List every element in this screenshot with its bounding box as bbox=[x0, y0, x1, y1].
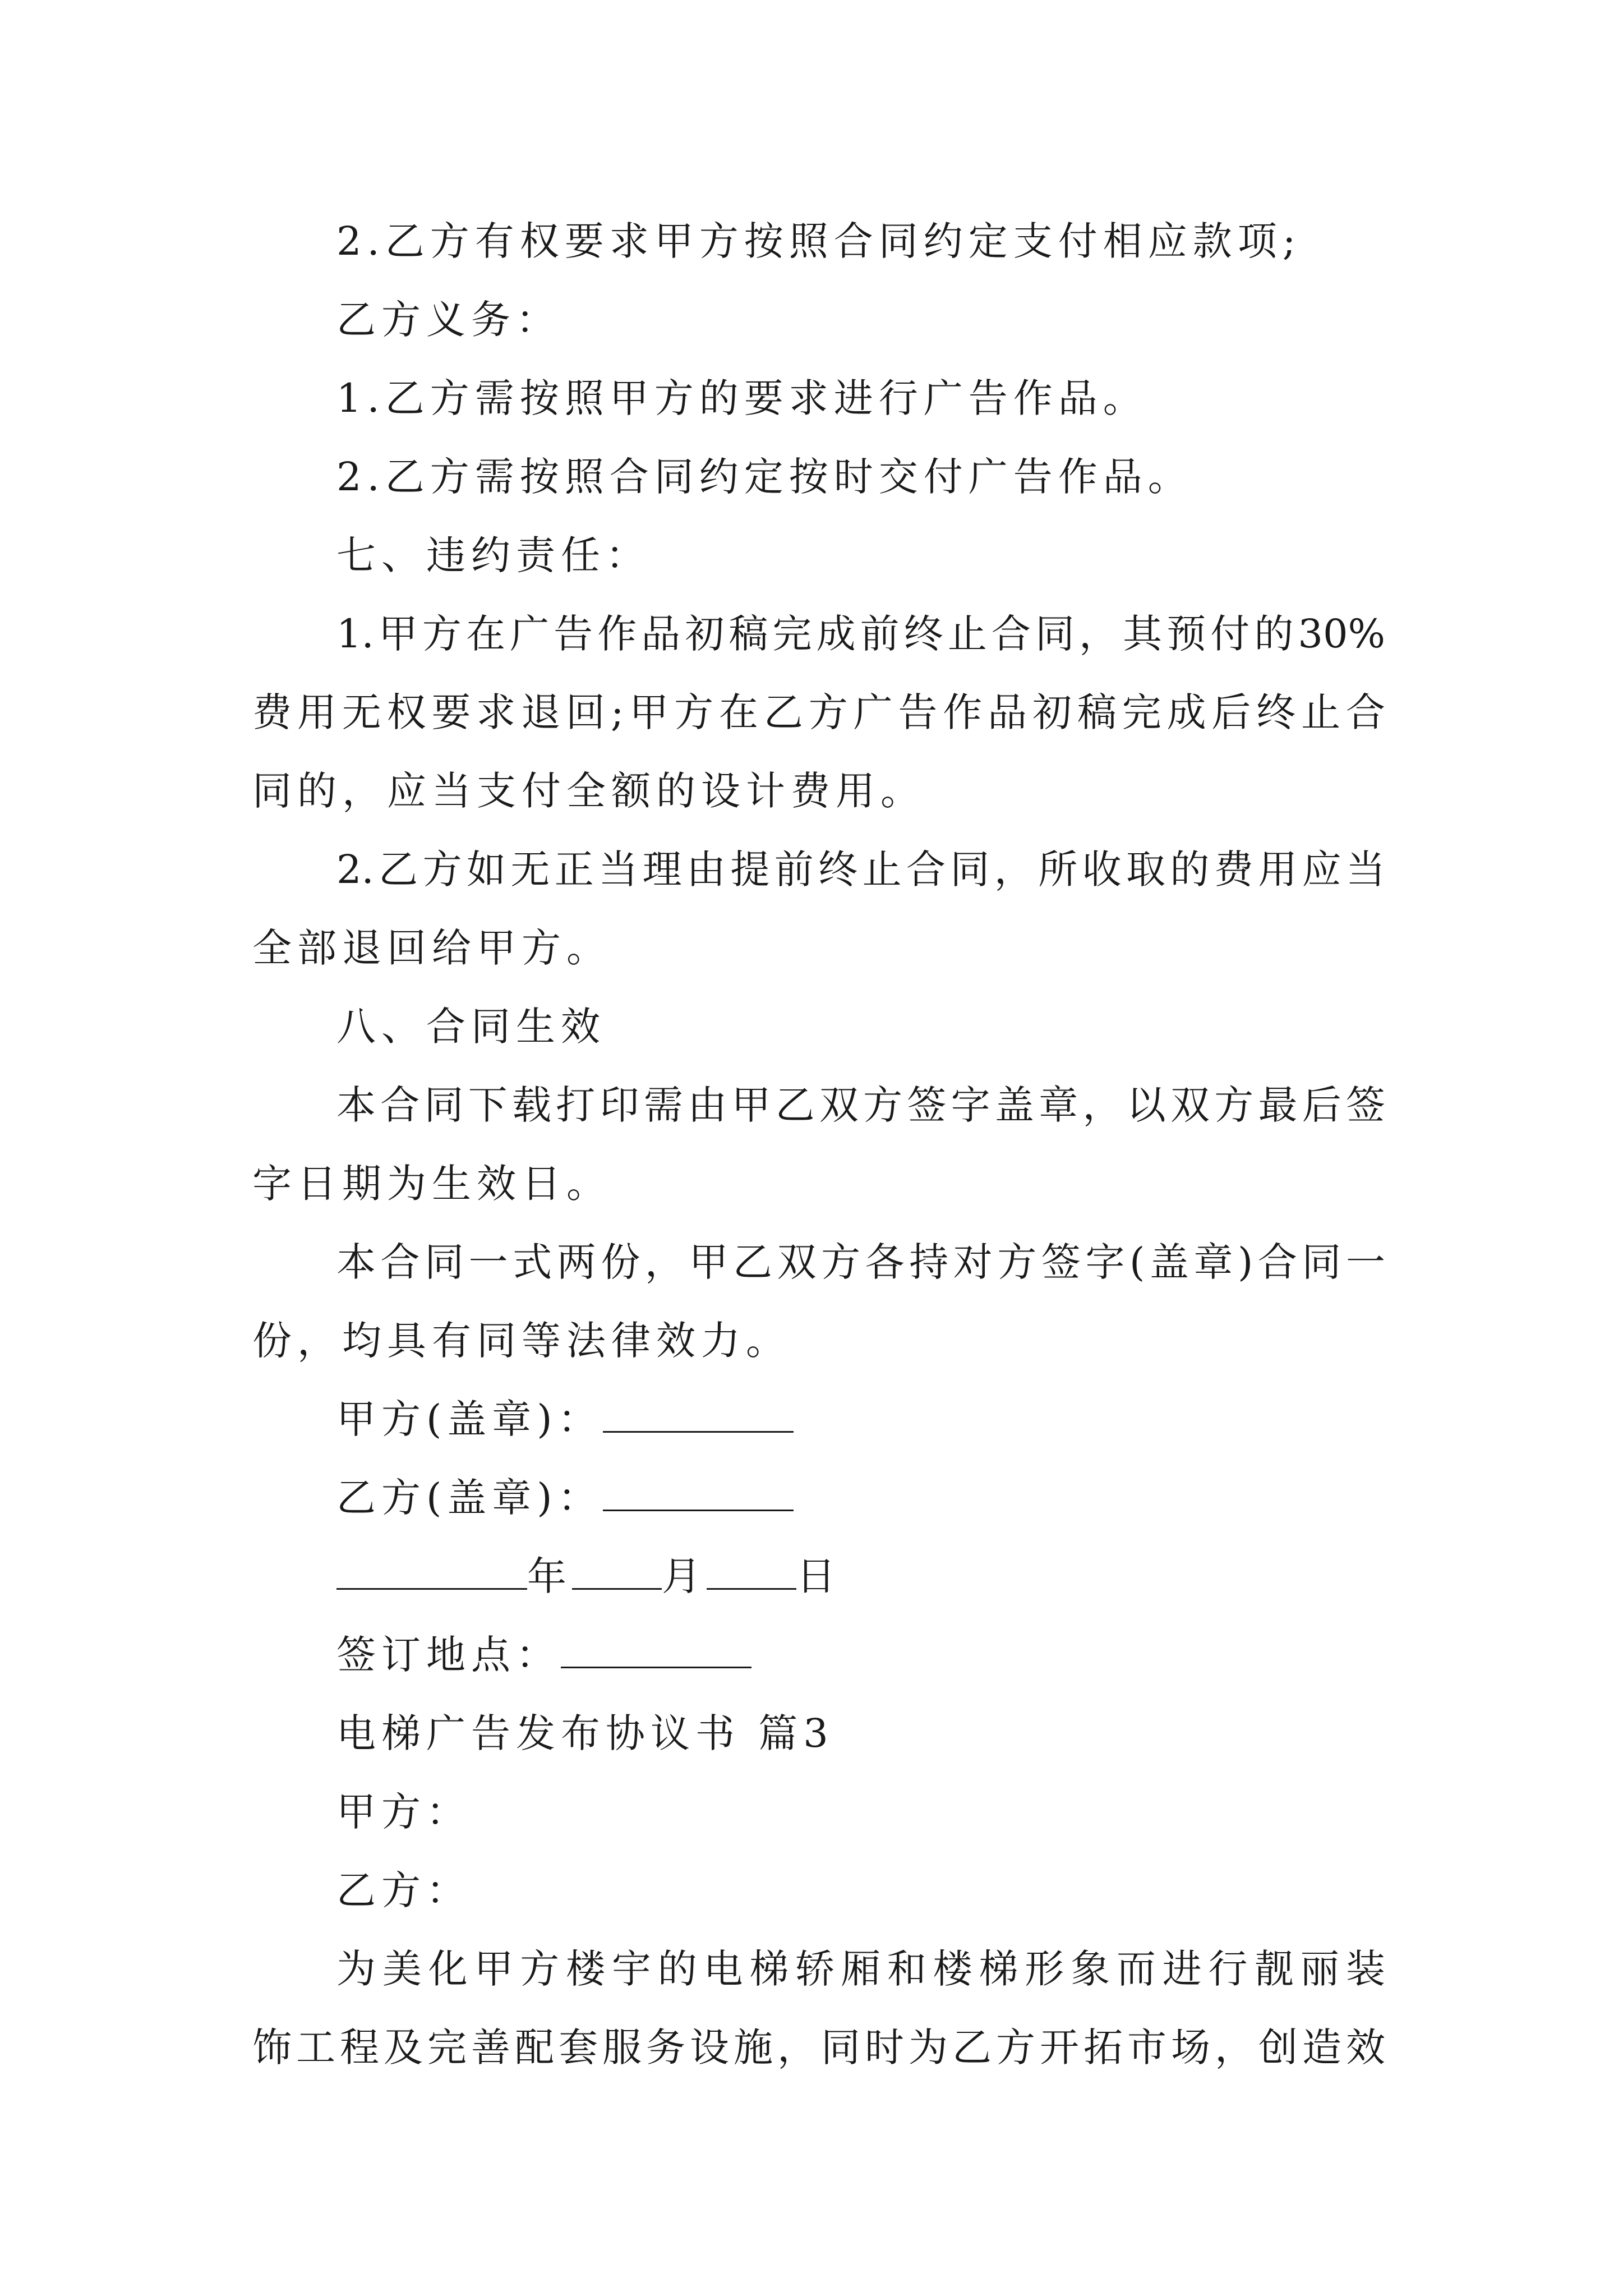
year-label: 年 bbox=[527, 1553, 572, 1599]
text-line: 2.乙方需按照合同约定按时交付广告作品。 bbox=[336, 454, 1193, 500]
text-line: 全部退回给甲方。 bbox=[252, 925, 611, 971]
text-line: 2.乙方有权要求甲方按照合同约定支付相应款项; bbox=[336, 218, 1302, 264]
text-line: 为美化甲方楼宇的电梯轿厢和楼梯形象而进行靓丽装 bbox=[336, 1946, 1385, 1992]
party-b-label: 乙方： bbox=[336, 1867, 471, 1913]
section-heading: 七、违约责任： bbox=[336, 532, 651, 578]
text-line: 本合同一式两份，甲乙双方各持对方签字(盖章)合同一 bbox=[336, 1239, 1385, 1285]
signature-blank bbox=[603, 1476, 794, 1511]
text-line: 份，均具有同等法律效力。 bbox=[252, 1318, 791, 1364]
party-a-label: 甲方： bbox=[336, 1789, 471, 1835]
text-line: 字日期为生效日。 bbox=[252, 1161, 611, 1207]
place-blank bbox=[561, 1633, 751, 1668]
section-title: 电梯广告发布协议书 篇3 bbox=[336, 1710, 834, 1756]
text-line: 同的，应当支付全额的设计费用。 bbox=[252, 768, 925, 814]
day-label: 日 bbox=[796, 1553, 841, 1599]
party-a-seal-line bbox=[336, 1391, 794, 1447]
place-label: 签订地点： bbox=[336, 1632, 561, 1678]
text-line: 1.乙方需按照甲方的要求进行广告作品。 bbox=[336, 375, 1148, 421]
party-a-seal-label: 甲方(盖章)： bbox=[336, 1396, 603, 1442]
text-line: 费用无权要求退回;甲方在乙方广告作品初稿完成后终止合 bbox=[252, 689, 1385, 735]
section-heading: 八、合同生效 bbox=[336, 1004, 606, 1050]
day-blank bbox=[707, 1554, 796, 1590]
year-blank bbox=[336, 1554, 527, 1590]
party-b-seal-label: 乙方(盖章)： bbox=[336, 1475, 603, 1521]
text-line: 2.乙方如无正当理由提前终止合同，所收取的费用应当 bbox=[336, 846, 1385, 892]
month-label: 月 bbox=[662, 1553, 707, 1599]
text-line: 1.甲方在广告作品初稿完成前终止合同，其预付的30% bbox=[336, 611, 1385, 657]
party-b-seal-line bbox=[336, 1470, 794, 1526]
signature-blank bbox=[603, 1397, 794, 1433]
text-line: 饰工程及完善配套服务设施，同时为乙方开拓市场，创造效 bbox=[252, 2024, 1385, 2070]
date-line bbox=[336, 1548, 841, 1604]
text-line: 乙方义务： bbox=[336, 297, 561, 343]
month-blank bbox=[572, 1554, 662, 1590]
place-line bbox=[336, 1627, 751, 1683]
text-line: 本合同下载打印需由甲乙双方签字盖章，以双方最后签 bbox=[336, 1082, 1385, 1128]
